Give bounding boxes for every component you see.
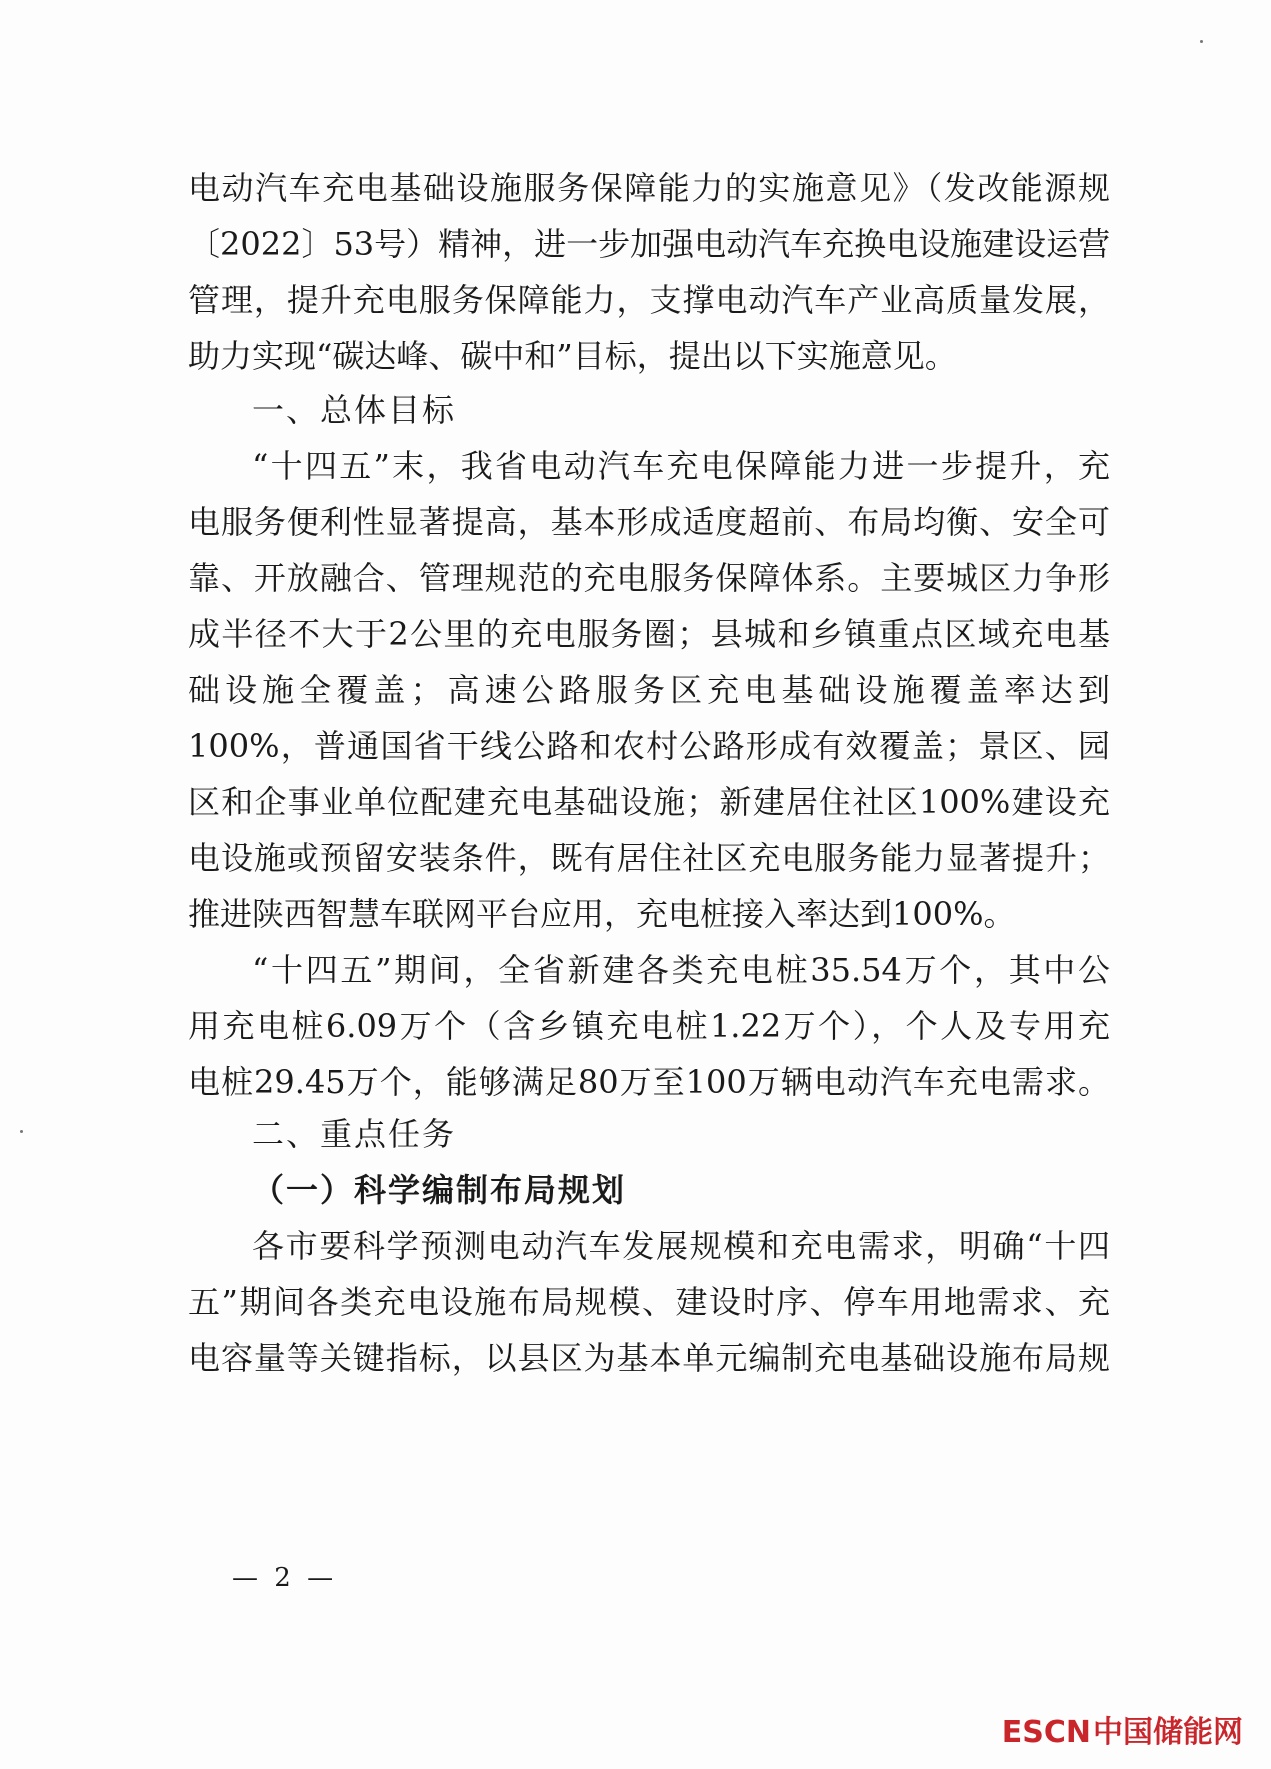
body-text-line: “十四五”期间，全省新建各类充电桩35.54万个，其中公 — [252, 951, 1110, 989]
body-text-line: 靠、开放融合、管理规范的充电服务保障体系。主要城区力争形 — [188, 559, 1110, 597]
body-text-line: 成半径不大于2公里的充电服务圈；县城和乡镇重点区域充电基 — [188, 615, 1110, 653]
watermark-cjk: 中国储能网 — [1093, 1715, 1243, 1750]
section-heading: 二、重点任务 — [252, 1115, 457, 1153]
body-text-line: 电动汽车充电基础设施服务保障能力的实施意见》（发改能源规 — [188, 169, 1110, 207]
body-text-line: 电桩29.45万个，能够满足80万至100万辆电动汽车充电需求。 — [188, 1063, 1110, 1101]
body-text-line: 100%，普通国省干线公路和农村公路形成有效覆盖；景区、园 — [188, 727, 1110, 765]
section-heading: 一、总体目标 — [252, 391, 457, 429]
body-text-line: 推进陕西智慧车联网平台应用，充电桩接入率达到100%。 — [188, 895, 1016, 933]
scan-speck — [1200, 40, 1203, 43]
body-text-line: 管理，提升充电服务保障能力，支撑电动汽车产业高质量发展， — [188, 281, 1110, 319]
watermark-latin: ESCN — [1001, 1715, 1091, 1750]
body-text-line: 各市要科学预测电动汽车发展规模和充电需求，明确“十四 — [252, 1227, 1110, 1265]
body-text-line: 助力实现“碳达峰、碳中和”目标，提出以下实施意见。 — [188, 337, 957, 375]
subsection-heading: （一）科学编制布局规划 — [252, 1171, 627, 1209]
body-text-line: 用充电桩6.09万个（含乡镇充电桩1.22万个），个人及专用充 — [188, 1007, 1110, 1045]
body-text-line: 础设施全覆盖；高速公路服务区充电基础设施覆盖率达到 — [188, 671, 1110, 709]
scan-speck — [20, 1130, 23, 1133]
body-text-line: 电容量等关键指标，以县区为基本单元编制充电基础设施布局规 — [188, 1339, 1110, 1377]
body-text-line: 区和企事业单位配建充电基础设施；新建居住社区100%建设充 — [188, 783, 1110, 821]
body-text-line: 五”期间各类充电设施布局规模、建设时序、停车用地需求、充 — [188, 1283, 1110, 1321]
body-text-line: “十四五”末，我省电动汽车充电保障能力进一步提升，充 — [252, 447, 1110, 485]
body-text-line: 电服务便利性显著提高，基本形成适度超前、布局均衡、安全可 — [188, 503, 1110, 541]
page-number: — 2 — — [232, 1563, 338, 1593]
body-text-line: 电设施或预留安装条件，既有居住社区充电服务能力显著提升； — [188, 839, 1110, 877]
body-text-line: 〔2022〕53号）精神，进一步加强电动汽车充换电设施建设运营 — [188, 225, 1110, 263]
escn-watermark-logo — [1002, 1715, 1243, 1751]
